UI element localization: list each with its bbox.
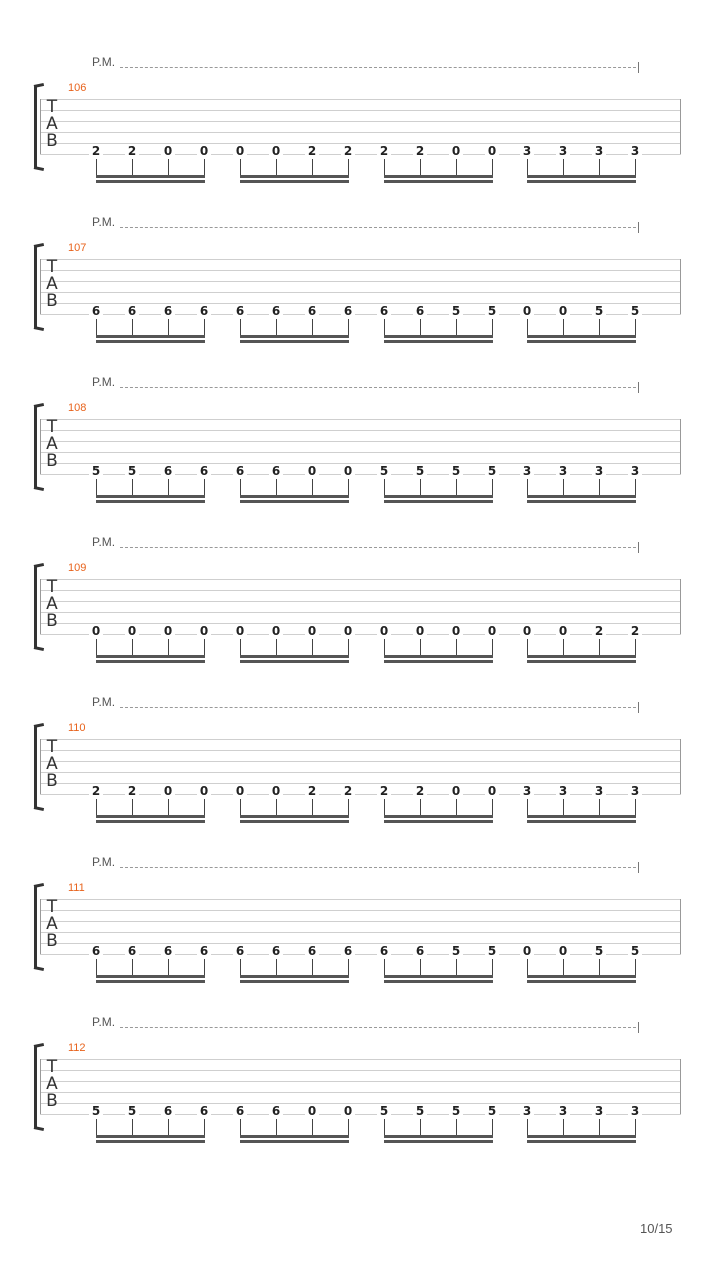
- staff-right-barline: [680, 739, 681, 794]
- palm-mute-end-tick: [638, 382, 639, 393]
- fret-number: 2: [592, 624, 606, 638]
- palm-mute-end-tick: [638, 1022, 639, 1033]
- sixteenth-beam: [96, 980, 205, 983]
- sixteenth-beam: [384, 815, 493, 818]
- sixteenth-beam: [96, 335, 205, 338]
- sixteenth-beam: [96, 180, 205, 183]
- staff-line: [40, 932, 681, 933]
- sixteenth-beam: [96, 815, 205, 818]
- fret-number: 0: [269, 624, 283, 638]
- fret-number: 0: [413, 624, 427, 638]
- staff-right-barline: [680, 899, 681, 954]
- sixteenth-beam: [240, 1140, 349, 1143]
- system-bracket-top: [34, 883, 44, 888]
- palm-mute-label: P.M.: [92, 215, 116, 229]
- fret-number: 0: [556, 624, 570, 638]
- tab-system: [0, 695, 720, 855]
- fret-number: 5: [485, 304, 499, 318]
- sixteenth-beam: [527, 340, 636, 343]
- sixteenth-beam: [96, 655, 205, 658]
- staff-right-barline: [680, 1059, 681, 1114]
- fret-number: 3: [628, 784, 642, 798]
- staff-left-barline: [40, 739, 41, 794]
- staff-right-barline: [680, 259, 681, 314]
- tab-clef-letter: T: [46, 1057, 58, 1077]
- sixteenth-beam: [527, 180, 636, 183]
- measure-number: 110: [68, 722, 86, 734]
- sixteenth-beam: [96, 1135, 205, 1138]
- fret-number: 5: [377, 1104, 391, 1118]
- system-bracket-bottom: [34, 326, 44, 331]
- fret-number: 3: [628, 1104, 642, 1118]
- sixteenth-beam: [96, 975, 205, 978]
- tab-system: [0, 375, 720, 535]
- fret-number: 6: [377, 304, 391, 318]
- sixteenth-beam: [527, 820, 636, 823]
- fret-number: 6: [233, 1104, 247, 1118]
- staff-line: [40, 1070, 681, 1071]
- palm-mute-end-tick: [638, 702, 639, 713]
- fret-number: 2: [413, 784, 427, 798]
- tab-clef-letter: A: [46, 754, 58, 774]
- tab-clef-letter: T: [46, 577, 58, 597]
- sixteenth-beam: [384, 335, 493, 338]
- sixteenth-beam: [527, 495, 636, 498]
- fret-number: 5: [592, 944, 606, 958]
- fret-number: 6: [197, 464, 211, 478]
- fret-number: 2: [305, 144, 319, 158]
- sixteenth-beam: [240, 980, 349, 983]
- system-bracket: [34, 727, 37, 807]
- fret-number: 6: [413, 304, 427, 318]
- palm-mute-extension-line: [120, 547, 636, 548]
- tab-system: [0, 215, 720, 375]
- page-number: 10/15: [640, 1221, 673, 1236]
- fret-number: 3: [520, 1104, 534, 1118]
- sixteenth-beam: [240, 495, 349, 498]
- staff-left-barline: [40, 579, 41, 634]
- staff-line: [40, 452, 681, 453]
- fret-number: 6: [161, 944, 175, 958]
- sixteenth-beam: [384, 655, 493, 658]
- fret-number: 6: [233, 944, 247, 958]
- measure-number: 112: [68, 1042, 86, 1054]
- fret-number: 6: [161, 304, 175, 318]
- sixteenth-beam: [527, 975, 636, 978]
- sixteenth-beam: [384, 495, 493, 498]
- sixteenth-beam: [527, 335, 636, 338]
- sixteenth-beam: [384, 660, 493, 663]
- measure-number: 109: [68, 562, 87, 574]
- tab-clef-letter: A: [46, 114, 58, 134]
- fret-number: 5: [485, 464, 499, 478]
- fret-number: 6: [233, 304, 247, 318]
- fret-number: 6: [413, 944, 427, 958]
- staff-right-barline: [680, 419, 681, 474]
- staff-line: [40, 910, 681, 911]
- fret-number: 3: [556, 464, 570, 478]
- fret-number: 0: [520, 624, 534, 638]
- sixteenth-beam: [240, 820, 349, 823]
- fret-number: 3: [592, 464, 606, 478]
- system-bracket-top: [34, 243, 44, 248]
- palm-mute-label: P.M.: [92, 535, 116, 549]
- sixteenth-beam: [240, 340, 349, 343]
- palm-mute-end-tick: [638, 222, 639, 233]
- fret-number: 0: [485, 144, 499, 158]
- sixteenth-beam: [240, 1135, 349, 1138]
- measure-number: 111: [68, 882, 85, 894]
- tab-system: [0, 535, 720, 695]
- fret-number: 0: [449, 624, 463, 638]
- fret-number: 5: [89, 1104, 103, 1118]
- fret-number: 6: [197, 1104, 211, 1118]
- tab-clef: [44, 99, 60, 150]
- fret-number: 5: [592, 304, 606, 318]
- fret-number: 0: [233, 624, 247, 638]
- staff-line: [40, 579, 681, 580]
- fret-number: 6: [161, 1104, 175, 1118]
- fret-number: 6: [89, 944, 103, 958]
- tab-clef-letter: B: [46, 291, 58, 311]
- fret-number: 2: [377, 784, 391, 798]
- sixteenth-beam: [240, 660, 349, 663]
- sixteenth-beam: [384, 340, 493, 343]
- staff-line: [40, 1081, 681, 1082]
- tab-clef-letter: T: [46, 257, 58, 277]
- fret-number: 5: [449, 944, 463, 958]
- fret-number: 2: [125, 784, 139, 798]
- palm-mute-end-tick: [638, 862, 639, 873]
- fret-number: 5: [449, 1104, 463, 1118]
- sixteenth-beam: [96, 175, 205, 178]
- sixteenth-beam: [527, 660, 636, 663]
- palm-mute-extension-line: [120, 867, 636, 868]
- fret-number: 3: [520, 144, 534, 158]
- fret-number: 3: [556, 1104, 570, 1118]
- staff-line: [40, 99, 681, 100]
- sixteenth-beam: [527, 500, 636, 503]
- sixteenth-beam: [96, 820, 205, 823]
- tab-clef-letter: T: [46, 97, 58, 117]
- fret-number: 5: [89, 464, 103, 478]
- staff-line: [40, 601, 681, 602]
- fret-number: 5: [125, 464, 139, 478]
- staff-line: [40, 259, 681, 260]
- staff-line: [40, 430, 681, 431]
- fret-number: 0: [125, 624, 139, 638]
- sixteenth-beam: [527, 980, 636, 983]
- fret-number: 0: [305, 464, 319, 478]
- tab-clef-letter: B: [46, 771, 58, 791]
- fret-number: 6: [341, 304, 355, 318]
- palm-mute-label: P.M.: [92, 855, 116, 869]
- system-bracket-top: [34, 563, 44, 568]
- fret-number: 2: [305, 784, 319, 798]
- tab-clef-letter: T: [46, 737, 58, 757]
- sixteenth-beam: [527, 175, 636, 178]
- fret-number: 2: [341, 784, 355, 798]
- fret-number: 0: [485, 624, 499, 638]
- system-bracket: [34, 407, 37, 487]
- staff-line: [40, 441, 681, 442]
- fret-number: 0: [233, 784, 247, 798]
- fret-number: 5: [628, 944, 642, 958]
- tab-clef-letter: B: [46, 451, 58, 471]
- sixteenth-beam: [384, 500, 493, 503]
- palm-mute-extension-line: [120, 707, 636, 708]
- palm-mute-extension-line: [120, 387, 636, 388]
- tab-system: [0, 855, 720, 1015]
- sixteenth-beam: [240, 175, 349, 178]
- system-bracket-bottom: [34, 486, 44, 491]
- measure-number: 108: [68, 402, 87, 414]
- sixteenth-beam: [96, 500, 205, 503]
- palm-mute-label: P.M.: [92, 55, 116, 69]
- fret-number: 5: [485, 1104, 499, 1118]
- sixteenth-beam: [384, 975, 493, 978]
- sixteenth-beam: [240, 335, 349, 338]
- palm-mute-end-tick: [638, 62, 639, 73]
- fret-number: 0: [197, 784, 211, 798]
- fret-number: 2: [89, 144, 103, 158]
- fret-number: 3: [592, 1104, 606, 1118]
- fret-number: 0: [520, 944, 534, 958]
- tab-system: [0, 55, 720, 215]
- palm-mute-extension-line: [120, 1027, 636, 1028]
- tab-clef-letter: A: [46, 914, 58, 934]
- fret-number: 3: [520, 464, 534, 478]
- sixteenth-beam: [240, 975, 349, 978]
- fret-number: 0: [305, 624, 319, 638]
- fret-number: 6: [125, 944, 139, 958]
- fret-number: 0: [341, 464, 355, 478]
- fret-number: 6: [269, 304, 283, 318]
- tab-clef-letter: T: [46, 897, 58, 917]
- system-bracket-bottom: [34, 966, 44, 971]
- sixteenth-beam: [384, 980, 493, 983]
- sixteenth-beam: [96, 660, 205, 663]
- staff-line: [40, 1059, 681, 1060]
- staff-left-barline: [40, 99, 41, 154]
- fret-number: 5: [449, 464, 463, 478]
- tab-clef: [44, 259, 60, 310]
- fret-number: 6: [269, 944, 283, 958]
- fret-number: 6: [305, 944, 319, 958]
- fret-number: 3: [628, 464, 642, 478]
- system-bracket-bottom: [34, 646, 44, 651]
- fret-number: 6: [89, 304, 103, 318]
- fret-number: 2: [89, 784, 103, 798]
- fret-number: 0: [269, 784, 283, 798]
- staff-line: [40, 292, 681, 293]
- tab-clef-letter: B: [46, 931, 58, 951]
- tab-clef: [44, 579, 60, 630]
- staff-line: [40, 132, 681, 133]
- fret-number: 6: [197, 944, 211, 958]
- fret-number: 5: [485, 944, 499, 958]
- fret-number: 0: [556, 944, 570, 958]
- system-bracket: [34, 1047, 37, 1127]
- fret-number: 0: [161, 624, 175, 638]
- tab-clef-letter: B: [46, 611, 58, 631]
- fret-number: 2: [341, 144, 355, 158]
- fret-number: 6: [197, 304, 211, 318]
- staff-line: [40, 1092, 681, 1093]
- fret-number: 2: [125, 144, 139, 158]
- system-bracket: [34, 887, 37, 967]
- system-bracket: [34, 567, 37, 647]
- staff-line: [40, 590, 681, 591]
- tab-clef-letter: A: [46, 594, 58, 614]
- sixteenth-beam: [240, 180, 349, 183]
- fret-number: 5: [628, 304, 642, 318]
- staff-left-barline: [40, 419, 41, 474]
- fret-number: 0: [269, 144, 283, 158]
- palm-mute-extension-line: [120, 67, 636, 68]
- staff-line: [40, 281, 681, 282]
- fret-number: 0: [233, 144, 247, 158]
- fret-number: 3: [556, 144, 570, 158]
- system-bracket-top: [34, 1043, 44, 1048]
- fret-number: 6: [161, 464, 175, 478]
- tab-clef-letter: A: [46, 434, 58, 454]
- tab-clef: [44, 899, 60, 950]
- fret-number: 3: [628, 144, 642, 158]
- fret-number: 0: [377, 624, 391, 638]
- fret-number: 6: [269, 1104, 283, 1118]
- staff-line: [40, 121, 681, 122]
- sixteenth-beam: [527, 815, 636, 818]
- tab-clef-letter: A: [46, 1074, 58, 1094]
- sixteenth-beam: [527, 655, 636, 658]
- sixteenth-beam: [384, 820, 493, 823]
- staff-right-barline: [680, 99, 681, 154]
- staff-line: [40, 750, 681, 751]
- measure-number: 106: [68, 82, 87, 94]
- sixteenth-beam: [527, 1140, 636, 1143]
- sixteenth-beam: [384, 1140, 493, 1143]
- tab-clef: [44, 739, 60, 790]
- tab-system: [0, 1015, 720, 1175]
- sixteenth-beam: [384, 180, 493, 183]
- fret-number: 5: [125, 1104, 139, 1118]
- staff-line: [40, 612, 681, 613]
- fret-number: 0: [197, 624, 211, 638]
- fret-number: 0: [485, 784, 499, 798]
- staff-line: [40, 419, 681, 420]
- fret-number: 6: [233, 464, 247, 478]
- fret-number: 0: [520, 304, 534, 318]
- staff-right-barline: [680, 579, 681, 634]
- staff-line: [40, 772, 681, 773]
- tab-clef-letter: B: [46, 1091, 58, 1111]
- staff-left-barline: [40, 899, 41, 954]
- sixteenth-beam: [96, 340, 205, 343]
- sixteenth-beam: [527, 1135, 636, 1138]
- sixteenth-beam: [240, 815, 349, 818]
- fret-number: 6: [269, 464, 283, 478]
- sixteenth-beam: [240, 500, 349, 503]
- fret-number: 3: [556, 784, 570, 798]
- staff-left-barline: [40, 1059, 41, 1114]
- fret-number: 6: [305, 304, 319, 318]
- staff-line: [40, 921, 681, 922]
- tab-clef: [44, 419, 60, 470]
- sixteenth-beam: [240, 655, 349, 658]
- palm-mute-extension-line: [120, 227, 636, 228]
- system-bracket-top: [34, 723, 44, 728]
- fret-number: 6: [125, 304, 139, 318]
- staff-line: [40, 739, 681, 740]
- fret-number: 3: [592, 784, 606, 798]
- fret-number: 0: [89, 624, 103, 638]
- system-bracket: [34, 247, 37, 327]
- system-bracket-top: [34, 403, 44, 408]
- fret-number: 5: [449, 304, 463, 318]
- fret-number: 0: [449, 784, 463, 798]
- fret-number: 5: [377, 464, 391, 478]
- fret-number: 0: [341, 624, 355, 638]
- staff-left-barline: [40, 259, 41, 314]
- fret-number: 0: [305, 1104, 319, 1118]
- tab-clef-letter: A: [46, 274, 58, 294]
- staff-line: [40, 270, 681, 271]
- palm-mute-label: P.M.: [92, 1015, 116, 1029]
- system-bracket-top: [34, 83, 44, 88]
- fret-number: 3: [520, 784, 534, 798]
- system-bracket: [34, 87, 37, 167]
- fret-number: 2: [628, 624, 642, 638]
- sixteenth-beam: [96, 495, 205, 498]
- fret-number: 2: [377, 144, 391, 158]
- system-bracket-bottom: [34, 166, 44, 171]
- palm-mute-label: P.M.: [92, 375, 116, 389]
- fret-number: 3: [592, 144, 606, 158]
- staff-line: [40, 761, 681, 762]
- system-bracket-bottom: [34, 1126, 44, 1131]
- sixteenth-beam: [384, 1135, 493, 1138]
- fret-number: 5: [413, 464, 427, 478]
- tab-clef-letter: B: [46, 131, 58, 151]
- fret-number: 0: [161, 784, 175, 798]
- palm-mute-end-tick: [638, 542, 639, 553]
- palm-mute-label: P.M.: [92, 695, 116, 709]
- tab-clef-letter: T: [46, 417, 58, 437]
- fret-number: 5: [413, 1104, 427, 1118]
- sixteenth-beam: [384, 175, 493, 178]
- system-bracket-bottom: [34, 806, 44, 811]
- sixteenth-beam: [96, 1140, 205, 1143]
- tab-clef: [44, 1059, 60, 1110]
- fret-number: 0: [556, 304, 570, 318]
- fret-number: 0: [449, 144, 463, 158]
- fret-number: 0: [341, 1104, 355, 1118]
- fret-number: 6: [377, 944, 391, 958]
- fret-number: 2: [413, 144, 427, 158]
- fret-number: 0: [197, 144, 211, 158]
- fret-number: 6: [341, 944, 355, 958]
- fret-number: 0: [161, 144, 175, 158]
- staff-line: [40, 110, 681, 111]
- measure-number: 107: [68, 242, 87, 254]
- staff-line: [40, 899, 681, 900]
